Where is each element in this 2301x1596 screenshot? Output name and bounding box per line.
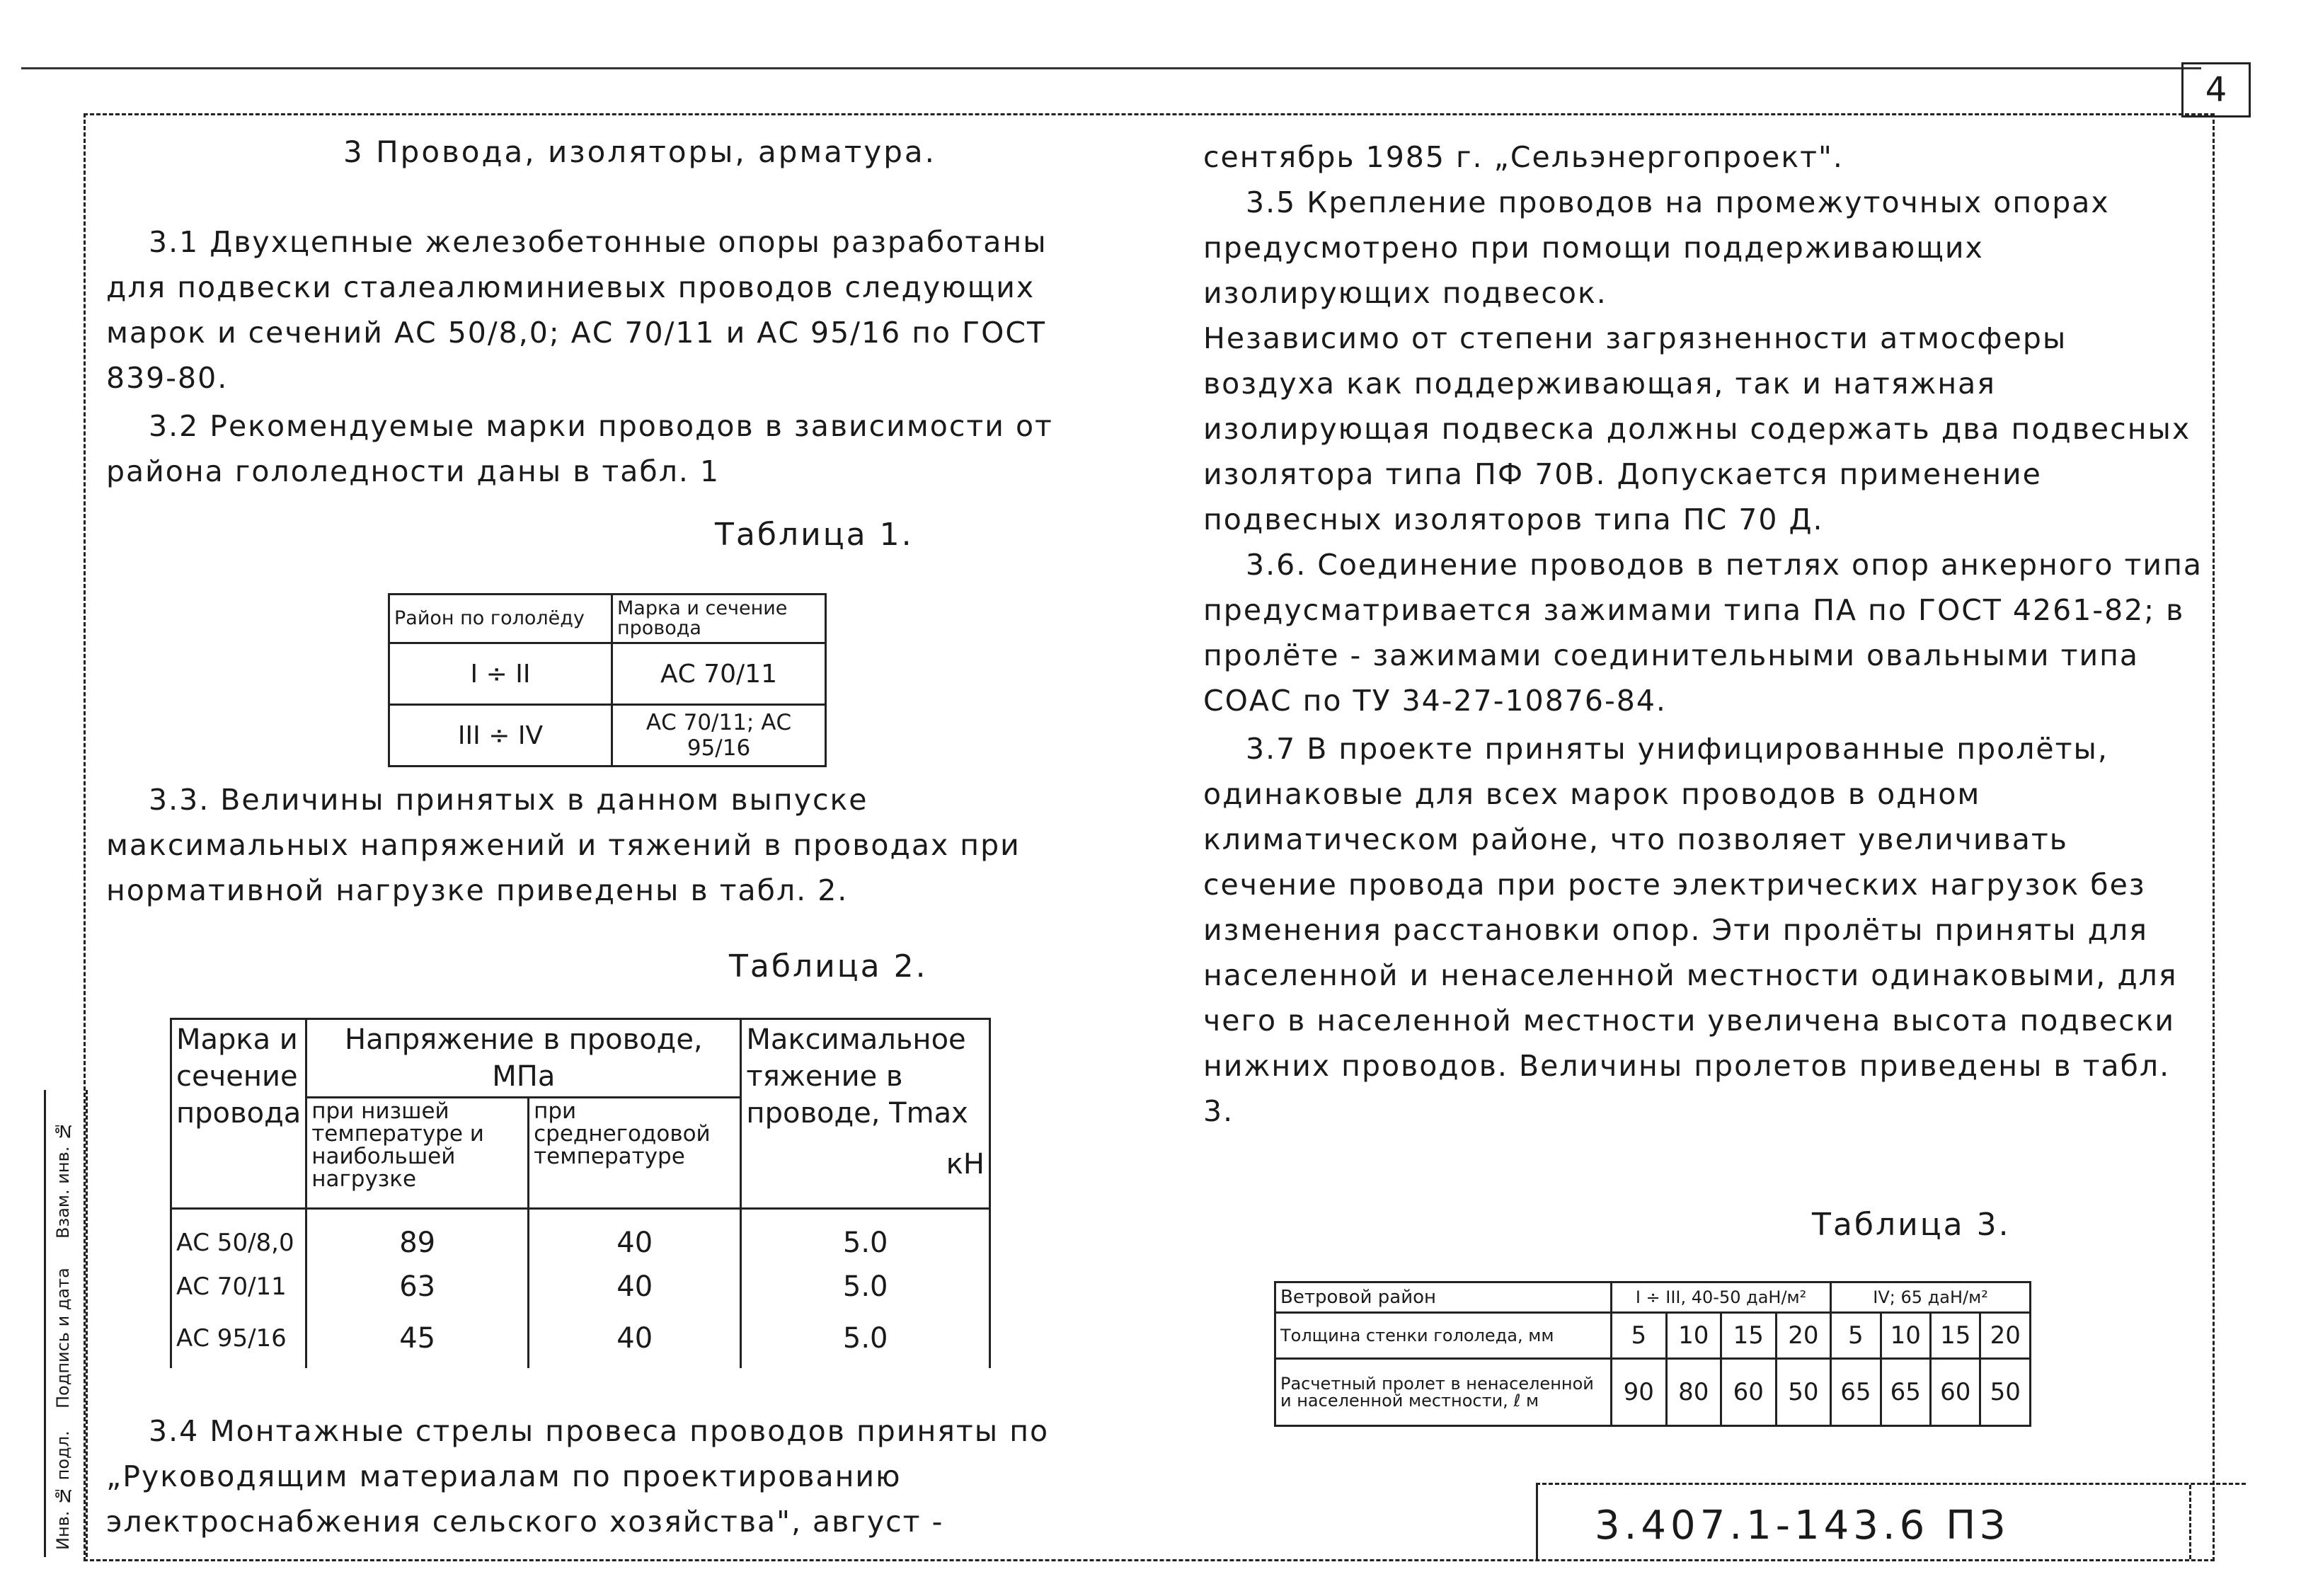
table3-cell: 90: [1612, 1359, 1667, 1426]
table1-header-region: Район по гололёду: [389, 595, 612, 643]
table-row: [171, 1309, 990, 1368]
table2-cell: 40: [529, 1265, 741, 1309]
table3-cell: 50: [1980, 1359, 2031, 1426]
table2-col-tension: [741, 1019, 990, 1209]
paragraph-3-5: 3.5 Крепление проводов на промежуточных опорах предусмотрено при помощи поддерживающих изолирующих подвесок.: [1203, 185, 2121, 310]
paragraph-3-7: 3.7 В проекте приняты унифицированные пролёты, одинаковые для всех марок проводов в одном климатическом районе, что позволяет увеличивать сечение провода при росте электрических нагрузок без изменения расстановки опор. Эти пролёты приняты для населенной и ненаселенной местности одинаковыми, для чего в населенной местности увеличена высота подвески нижних проводов. Величины пролетов приведены в табл. 3.: [1203, 732, 2188, 1128]
binding-strip: [44, 1090, 88, 1557]
table-row: [171, 1209, 990, 1265]
table2-header-row: [171, 1019, 990, 1098]
table2-cell: 5.0: [741, 1309, 990, 1368]
table3-cell: 65: [1881, 1359, 1930, 1426]
table1: [388, 593, 827, 767]
table3-label-span: Расчетный пролет в ненаселенной и населенной местности, ℓ м: [1275, 1359, 1612, 1426]
table3-row-thickness: [1275, 1313, 2031, 1359]
page-number: 4: [2205, 70, 2227, 110]
table-row: [389, 643, 826, 705]
table2-cell: 45: [306, 1309, 529, 1368]
table2-cell: АС 95/16: [171, 1309, 306, 1368]
table3-cell: 5: [1612, 1313, 1667, 1359]
table2-cell: 40: [529, 1209, 741, 1265]
paragraph-3-5-b: Независимо от степени загрязненности атмосферы воздуха как поддерживающая, так и натяжная изолирующая подвеска должны содержать два подвесных изолятора типа ПФ 70В. Допускается применение подвесных изоляторов типа ПС 70 Д.: [1203, 321, 2202, 536]
top-rule: [21, 67, 2201, 69]
table3-cell: 65: [1831, 1359, 1881, 1426]
table3-cell: 20: [1980, 1313, 2031, 1359]
table1-header: [389, 595, 826, 643]
table3-caption: Таблица 3.: [1812, 1207, 2011, 1243]
table3-cell: 10: [1666, 1313, 1721, 1359]
table3-cell: 10: [1881, 1313, 1930, 1359]
paragraph-3-2: 3.2 Рекомендуемые марки проводов в зависимости от района гололедности даны в табл. 1: [106, 409, 1064, 488]
side-label-inv: Инв. № подл.: [53, 1430, 73, 1550]
paragraph-3-3: 3.3. Величины принятых в данном выпуске максимальных напряжений и тяжений в проводах при нормативной нагрузке приведены в табл. 2.: [106, 783, 1031, 907]
table2-cell: 89: [306, 1209, 529, 1265]
table-row: [389, 705, 826, 767]
table3-group-1: I ÷ III, 40-50 даН/м²: [1612, 1282, 1831, 1313]
side-label-sign: Подпись и дата: [53, 1268, 73, 1408]
table1-caption: Таблица 1.: [715, 517, 914, 553]
table2-cell: АС 50/8,0: [171, 1209, 306, 1265]
paragraph-3-4: 3.4 Монтажные стрелы провеса проводов приняты по „Руководящим материалам по проектированию электроснабжения сельского хозяйства", август -: [106, 1414, 1060, 1539]
table3-cell: 15: [1931, 1313, 1980, 1359]
table3-row-span: [1275, 1359, 2031, 1426]
table3: [1274, 1281, 2031, 1427]
table3-cell: 60: [1931, 1359, 1980, 1426]
page-number-box: [2181, 62, 2251, 117]
table3-row-wind: [1275, 1282, 2031, 1313]
table2-cell: 5.0: [741, 1265, 990, 1309]
side-label-replace: Взам. инв. №: [53, 1121, 73, 1239]
table3-cell: 15: [1721, 1313, 1777, 1359]
paragraph-3-6: 3.6. Соединение проводов в петлях опор анкерного типа предусматривается зажимами типа ПА по ГОСТ 4261-82; в пролёте - зажимами соединительными овальными типа СОАС по ТУ 34-27-10876-84.: [1203, 548, 2214, 718]
table2-caption: Таблица 2.: [729, 948, 928, 984]
table1-cell: I ÷ II: [389, 643, 612, 705]
table1-cell: III ÷ IV: [389, 705, 612, 767]
left-column-bottom: [106, 1408, 1111, 1544]
table2-col-wire: Марка и сечение провода: [171, 1019, 306, 1209]
table2-cell: 40: [529, 1309, 741, 1368]
left-column-lower: [106, 777, 1111, 913]
left-column: [106, 219, 1111, 494]
table-row: [171, 1265, 990, 1309]
paragraph-continued: сентябрь 1985 г. „Сельэнергопроект".: [1203, 140, 1844, 174]
document-code: 3.407.1-143.6 ПЗ: [1595, 1503, 2010, 1549]
table2: [170, 1018, 991, 1368]
table1-cell: АС 70/11; АС 95/16: [612, 705, 826, 767]
title-block: [1536, 1483, 2246, 1559]
table3-cell: 50: [1776, 1359, 1831, 1426]
table2-col-group: Напряжение в проводе, МПа: [306, 1019, 741, 1098]
table3-label-thickness: Толщина стенки гололеда, мм: [1275, 1313, 1612, 1359]
table2-sub-mean: при среднегодовой температуре: [529, 1098, 741, 1209]
table2-col-tension-unit: кН: [946, 1148, 985, 1181]
table3-group-2: IV; 65 даН/м²: [1831, 1282, 2031, 1313]
paragraph-3-1: 3.1 Двухцепные железобетонные опоры разработаны для подвески сталеалюминиевых проводов следующих марок и сечений АС 50/8,0; АС 70/11 и АС 95/16 по ГОСТ 839-80.: [106, 225, 1058, 395]
table2-cell: 5.0: [741, 1209, 990, 1265]
table3-cell: 80: [1666, 1359, 1721, 1426]
table3-cell: 5: [1831, 1313, 1881, 1359]
section-title: 3 Провода, изоляторы, арматура.: [343, 134, 936, 169]
table1-cell: АС 70/11: [612, 643, 826, 705]
table2-cell: АС 70/11: [171, 1265, 306, 1309]
table2-col-tension-label: Максимальное тяжение в проводе, Tmax: [746, 1023, 968, 1130]
table2-cell: 63: [306, 1265, 529, 1309]
table1-header-wire: Марка и сечение провода: [612, 595, 826, 643]
table3-cell: 20: [1776, 1313, 1831, 1359]
table3-cell: 60: [1721, 1359, 1777, 1426]
table2-sub-low: при низшей температуре и наибольшей нагрузке: [306, 1098, 529, 1209]
right-column: [1203, 134, 2214, 1134]
title-block-cell: [2189, 1485, 2248, 1559]
table3-label-wind: Ветровой район: [1275, 1282, 1612, 1313]
